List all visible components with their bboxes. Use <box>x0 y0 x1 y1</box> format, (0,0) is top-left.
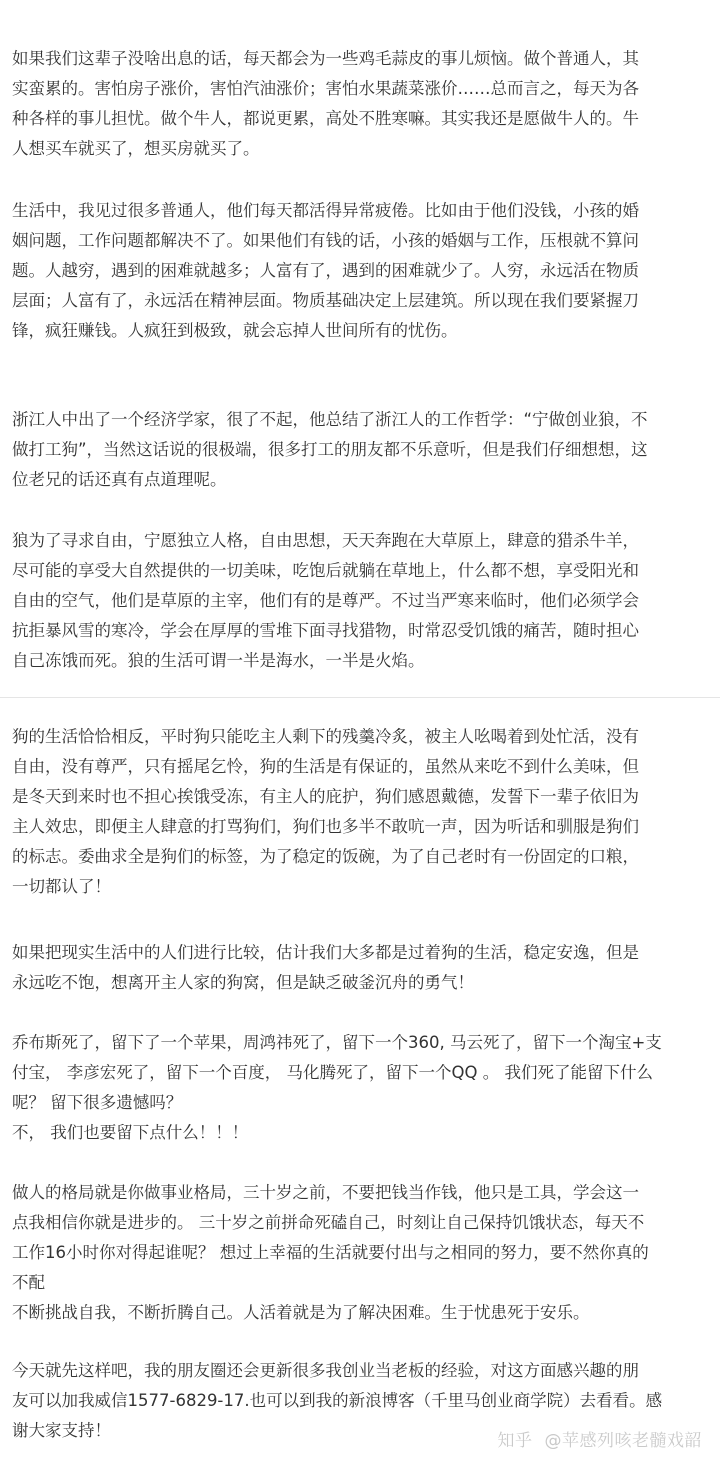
text-line: 的标志。委曲求全是狗们的标签，为了稳定的饭碗，为了自己老时有一份固定的口粮， <box>12 847 639 866</box>
watermark-user: @苹感列咳老髓戏韶 <box>544 1431 702 1451</box>
zhihu-watermark <box>498 1426 703 1451</box>
text-line: 付宝， 李彦宏死了，留下一个百度， 马化腾死了，留下一个QQ 。 我们死了能留下什么 <box>12 1063 653 1082</box>
text-line: 自由，没有尊严，只有摇尾乞怜，狗的生活是有保证的，虽然从来吃不到什么美味，但 <box>12 757 639 776</box>
text-line: 做打工狗”，当然这话说的很极端，很多打工的朋友都不乐意听，但是我们仔细想想，这 <box>12 440 648 459</box>
text-line: 工作16小时你对得起谁呢？ 想过上幸福的生活就要付出与之相同的努力，要不然你真的 <box>12 1243 649 1262</box>
text-line: 不断挑战自我，不断折腾自己。人活着就是为了解决困难。生于忧患死于安乐。 <box>12 1303 590 1322</box>
paragraph-2 <box>12 196 712 346</box>
text-line: 乔布斯死了，留下了一个苹果，周鸿祎死了，留下一个360, 马云死了，留下一个淘宝+支 <box>12 1033 662 1052</box>
text-line: 层面；人富有了，永远活在精神层面。物质基础决定上层建筑。所以现在我们要紧握刀 <box>12 291 639 310</box>
paragraph-5 <box>12 722 712 902</box>
text-line: 如果我们这辈子没啥出息的话，每天都会为一些鸡毛蒜皮的事儿烦恼。做个普通人，其 <box>12 49 639 68</box>
text-line: 浙江人中出了一个经济学家，很了不起，他总结了浙江人的工作哲学：“宁做创业狼，不 <box>12 410 648 429</box>
text-line: 狗的生活恰恰相反，平时狗只能吃主人剩下的残羹冷炙，被主人吆喝着到处忙活，没有 <box>12 727 639 746</box>
text-line: 如果把现实生活中的人们进行比较，估计我们大多都是过着狗的生活，稳定安逸，但是 <box>12 943 639 962</box>
text-line: 点我相信你就是进步的。 三十岁之前拼命死磕自己，时刻让自己保持饥饿状态，每天不 <box>12 1213 645 1232</box>
text-line: 谢大家支持！ <box>12 1421 111 1440</box>
watermark-site: 知乎 <box>497 1431 533 1451</box>
text-line: 做人的格局就是你做事业格局，三十岁之前，不要把钱当作钱，他只是工具，学会这一 <box>12 1183 639 1202</box>
text-line: 种各样的事儿担忧。做个牛人，都说更累，高处不胜寒嘛。其实我还是愿做牛人的。牛 <box>12 109 639 128</box>
text-line: 人想买车就买了，想买房就买了。 <box>12 139 260 158</box>
text-line: 尽可能的享受大自然提供的一切美味，吃饱后就躺在草地上，什么都不想，享受阳光和 <box>12 561 639 580</box>
text-line: 锋，疯狂赚钱。人疯狂到极致，就会忘掉人世间所有的忧伤。 <box>12 321 458 340</box>
text-line: 自己冻饿而死。狼的生活可谓一半是海水，一半是火焰。 <box>12 651 425 670</box>
text-line: 呢？ 留下很多遗憾吗？ <box>12 1093 183 1112</box>
text-line: 生活中，我见过很多普通人，他们每天都活得异常疲倦。比如由于他们没钱，小孩的婚 <box>12 201 639 220</box>
text-line: 今天就先这样吧，我的朋友圈还会更新很多我创业当老板的经验，对这方面感兴趣的朋 <box>12 1361 639 1380</box>
paragraph-1 <box>12 44 712 164</box>
text-line: 友可以加我威信1577-6829-17.也可以到我的新浪博客（千里马创业商学院）去看看。感 <box>12 1391 663 1410</box>
text-line: 不配 <box>12 1273 45 1292</box>
paragraph-7 <box>12 1028 712 1148</box>
text-line: 是冬天到来时也不担心挨饿受冻，有主人的庇护，狗们感恩戴德，发誓下一辈子依旧为 <box>12 787 639 806</box>
text-line: 姻问题，工作问题都解决不了。如果他们有钱的话，小孩的婚姻与工作，压根就不算问 <box>12 231 639 250</box>
paragraph-6 <box>12 938 712 998</box>
text-line: 一切都认了！ <box>12 877 111 896</box>
paragraph-8 <box>12 1178 712 1328</box>
text-line: 自由的空气，他们是草原的主宰，他们有的是尊严。不过当严寒来临时，他们必须学会 <box>12 591 639 610</box>
text-line: 题。人越穷，遇到的困难就越多；人富有了，遇到的困难就少了。人穷，永远活在物质 <box>12 261 639 280</box>
text-line: 狼为了寻求自由，宁愿独立人格，自由思想，天天奔跑在大草原上，肆意的猎杀牛羊， <box>12 531 639 550</box>
text-line: 不， 我们也要留下点什么！！！ <box>12 1123 249 1142</box>
paragraph-4 <box>12 526 712 676</box>
text-line: 位老兄的话还真有点道理呢。 <box>12 470 227 489</box>
section-divider <box>0 697 720 698</box>
text-line: 永远吃不饱，想离开主人家的狗窝，但是缺乏破釜沉舟的勇气！ <box>12 973 474 992</box>
text-line: 抗拒暴风雪的寒冷，学会在厚厚的雪堆下面寻找猎物，时常忍受饥饿的痛苦，随时担心 <box>12 621 639 640</box>
paragraph-3 <box>12 405 712 495</box>
text-line: 主人效忠，即便主人肆意的打骂狗们，狗们也多半不敢吭一声，因为听话和驯服是狗们 <box>12 817 639 836</box>
text-line: 实蛮累的。害怕房子涨价，害怕汽油涨价；害怕水果蔬菜涨价……总而言之，每天为各 <box>12 79 639 98</box>
